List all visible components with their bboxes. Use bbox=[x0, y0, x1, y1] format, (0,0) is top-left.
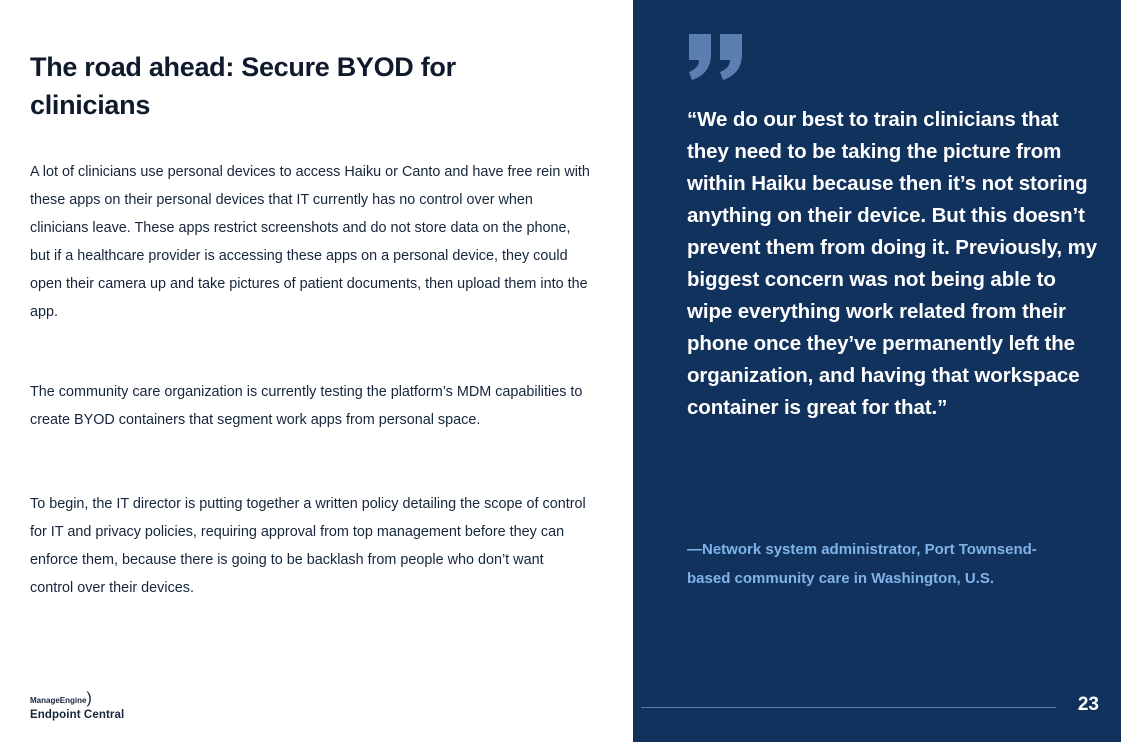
manageengine-logo bbox=[30, 690, 124, 723]
page-number: 23 bbox=[1077, 694, 1099, 715]
logo-brand-text: ManageEngine bbox=[30, 696, 87, 705]
quote-attribution: —Network system administrator, Port Townsend-based community care in Washington, U.S. bbox=[687, 541, 1037, 588]
body-paragraph-1: A lot of clinicians use personal devices to access Haiku or Canto and have free rein with these apps on their personal devices that IT currently has no control over when clinicians leave. These apps restrict screenshots and do not store data on the phone, but if a healthcare provider is accessing these apps on a personal device, they could open their camera up and take pictures of patient documents, then upload them into the app. bbox=[30, 164, 590, 321]
page-title: The road ahead: Secure BYOD for clinicians bbox=[30, 52, 456, 121]
logo-trademark: ) bbox=[86, 690, 92, 707]
body-paragraph-2: The community care organization is currently testing the platform’s MDM capabilities to create BYOD containers that segment work apps from personal space. bbox=[30, 384, 583, 429]
double-quote-icon bbox=[687, 34, 757, 80]
logo-brand-line bbox=[30, 690, 124, 708]
logo-product-text: Endpoint Central bbox=[30, 709, 125, 722]
quote-panel bbox=[633, 0, 1121, 742]
footer-divider bbox=[641, 707, 1056, 708]
body-paragraph-3: To begin, the IT director is putting together a written policy detailing the scope of control for IT and privacy policies, requiring approval from top management before they can enforce them, because there is going to be backlash from people who don’t want control over their devices. bbox=[30, 496, 586, 597]
quote-text: “We do our best to train clinicians that they need to be taking the picture from within Haiku because then it’s not storing anything on their device. But this doesn’t prevent them from doing it. Previously, my biggest concern was not being able to wipe everything work related from their phone once they’ve permanently left the organization, and having that workspace container is great for that.” bbox=[687, 108, 1098, 419]
